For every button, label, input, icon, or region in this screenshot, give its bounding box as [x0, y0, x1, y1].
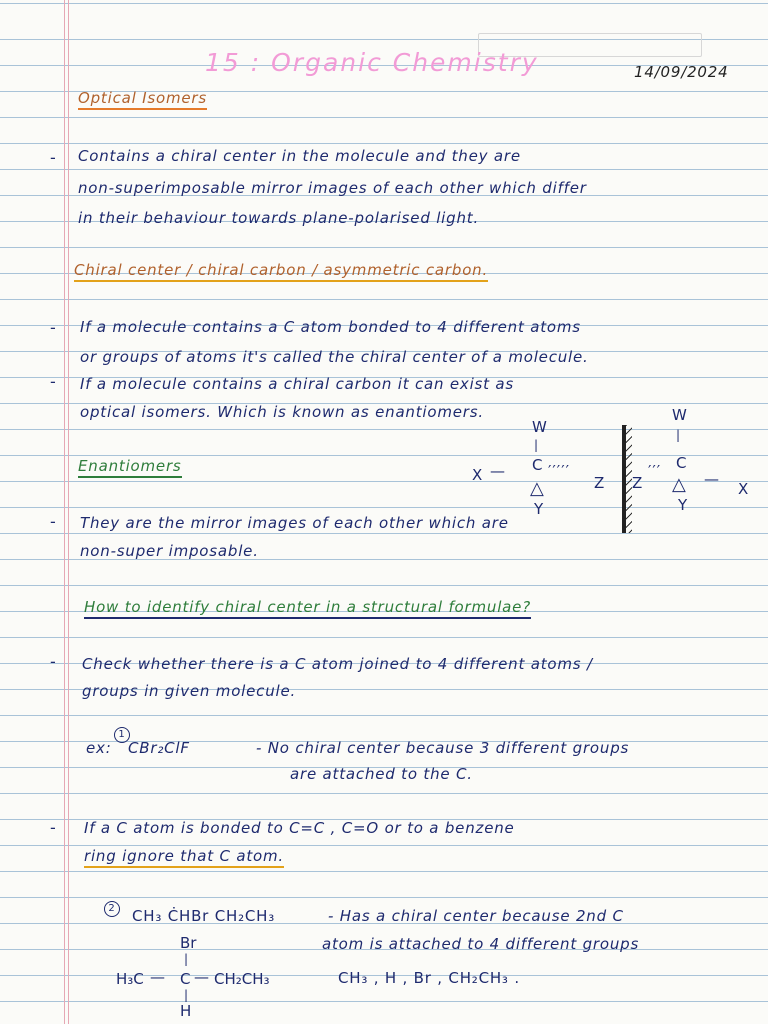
- example-1-text-2: are attached to the C.: [290, 765, 473, 783]
- wedge-bond: △: [530, 478, 544, 499]
- atom-x: X: [738, 480, 749, 498]
- optical-line-3: in their behaviour towards plane-polarised light.: [78, 209, 480, 227]
- identify-p2-line-2: ring ignore that C atom.: [84, 846, 284, 868]
- page-date: 14/09/2024: [634, 63, 729, 81]
- enantiomers-heading: Enantiomers: [78, 456, 182, 478]
- example-2-text-2: atom is attached to 4 different groups: [322, 935, 640, 953]
- bond-line: |: [184, 988, 189, 1002]
- enantiomers-line-2: non-super imposable.: [80, 542, 259, 560]
- example-1-text-1: - No chiral center because 3 different groups: [256, 739, 630, 757]
- atom-w: W: [532, 418, 547, 436]
- identify-heading: How to identify chiral center in a structural formulae?: [84, 597, 531, 619]
- optical-isomers-heading: Optical Isomers: [78, 88, 207, 110]
- bullet-dash: -: [50, 512, 56, 531]
- identify-p1-line-2: groups in given molecule.: [82, 682, 297, 700]
- atom-c: C: [676, 454, 687, 472]
- chiral-p2-line-1: If a molecule contains a chiral carbon it can exist as: [80, 375, 515, 393]
- bullet-dash: -: [50, 318, 56, 337]
- atom-c: C: [532, 456, 543, 474]
- atom-c: C: [180, 970, 191, 988]
- bullet-dash: -: [50, 372, 56, 391]
- enantiomers-line-1: They are the mirror images of each other which are: [80, 514, 509, 532]
- atom-br: Br: [180, 934, 197, 952]
- wedge-bond: △: [672, 474, 686, 495]
- hashed-bond: ′′′′′: [548, 462, 571, 480]
- atom-h3c: H₃C: [116, 970, 144, 988]
- example-2-number: 2: [104, 896, 120, 917]
- example-2-formula: CH₃ ĊHBr CH₂CH₃: [132, 907, 276, 925]
- optical-line-1: Contains a chiral center in the molecule and they are: [78, 147, 521, 165]
- atom-h: H: [180, 1002, 192, 1020]
- chiral-p1-line-1: If a molecule contains a C atom bonded to 4 different atoms: [80, 318, 581, 336]
- atom-x: X: [472, 466, 483, 484]
- atom-y: Y: [534, 500, 544, 518]
- margin-line: [64, 0, 65, 1024]
- hashed-bond: ′′′: [648, 462, 662, 480]
- chiral-p2-line-2: optical isomers. Which is known as enantiomers.: [80, 403, 484, 421]
- bond-line: —: [194, 968, 209, 986]
- bond-line: —: [150, 968, 165, 986]
- atom-y: Y: [678, 496, 688, 514]
- bullet-dash: -: [50, 652, 56, 671]
- page-title: 15 : Organic Chemistry: [205, 48, 539, 77]
- atom-z: Z: [594, 474, 605, 492]
- bond-line: |: [676, 428, 681, 442]
- example-2-text-1: - Has a chiral center because 2nd C: [328, 907, 624, 925]
- identify-p2-line-1: If a C atom is bonded to C=C , C=O or to a benzene: [84, 819, 515, 837]
- bond-line: |: [184, 952, 189, 966]
- example-1-formula: CBr₂ClF: [128, 739, 190, 757]
- chiral-p1-line-2: or groups of atoms it's called the chiral center of a molecule.: [80, 348, 589, 366]
- example-2-groups: CH₃ , H , Br , CH₂CH₃ .: [338, 969, 520, 987]
- bullet-dash: -: [50, 148, 56, 167]
- bond-line: —: [704, 470, 719, 488]
- identify-p1-line-1: Check whether there is a C atom joined to 4 different atoms /: [82, 655, 593, 673]
- bond-line: |: [534, 438, 539, 452]
- margin-line: [68, 0, 69, 1024]
- atom-ch2ch3: CH₂CH₃: [214, 970, 270, 988]
- optical-line-2: non-superimposable mirror images of each other which differ: [78, 179, 587, 197]
- bond-line: —: [490, 462, 505, 480]
- chiral-center-heading: Chiral center / chiral carbon / asymmetric carbon.: [74, 260, 488, 282]
- bullet-dash: -: [50, 818, 56, 837]
- example-1-number: 1: [114, 722, 130, 743]
- atom-z: Z: [632, 474, 643, 492]
- atom-w: W: [672, 406, 687, 424]
- example-1-label: ex:: [86, 739, 112, 757]
